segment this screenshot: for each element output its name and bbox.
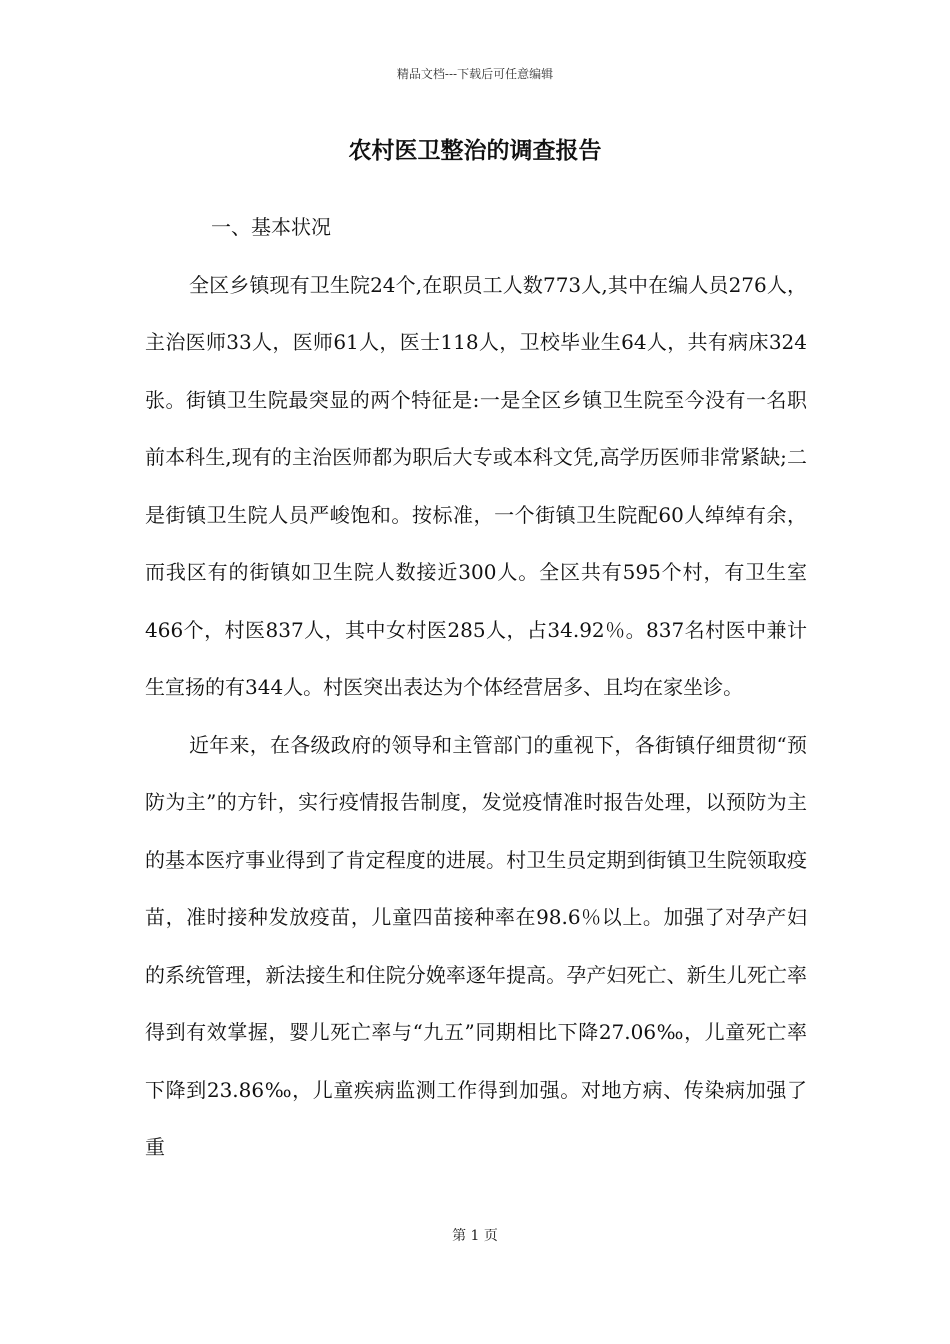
body-paragraph-recent-years: 近年来，在各级政府的领导和主管部门的重视下，各街镇仔细贯彻“预防为主”的方针，实行疫情报告制度，发觉疫情准时报告处理，以预防为主的基本医疗事业得到了肯定程度的进展。村卫生员定期到街镇卫生院领取疫苗，准时接种发放疫苗，儿童四苗接种率在98.6％以上。加强了对孕产妇的系统管理，新法接生和住院分娩率逐年提高。孕产妇死亡、新生儿死亡率得到有效掌握，婴儿死亡率与“九五”同期相比下降27.06‰，儿童死亡率下降到23.86‰，儿童疾病监测工作得到加强。对地方病、传染病加强了重 [145, 732, 807, 1159]
document-body [145, 199, 807, 1177]
page-number: 第 1 页 [452, 1228, 498, 1244]
page-header-watermark: 精品文档---下载后可任意编辑 [396, 67, 554, 81]
body-paragraph-basic-status: 全区乡镇现有卫生院24个,在职员工人数773人,其中在编人员276人，主治医师33人，医师61人，医士118人，卫校毕业生64人，共有病床324张。街镇卫生院最突显的两个特征是:一是全区乡镇卫生院至今没有一名职前本科生,现有的主治医师都为职后大专或本科文凭,高学历医师非常紧缺;二是街镇卫生院人员严峻饱和。按标准，一个街镇卫生院配60人绰绰有余，而我区有的街镇如卫生院人数接近300人。全区共有595个村，有卫生室466个，村医837人，其中女村医285人，占34.92％。837名村医中兼计生宣扬的有344人。村医突出表达为个体经营居多、且均在家坐诊。 [145, 272, 807, 699]
section-heading: 一、基本状况 [211, 215, 331, 239]
document-title: 农村医卫整治的调查报告 [348, 137, 602, 164]
